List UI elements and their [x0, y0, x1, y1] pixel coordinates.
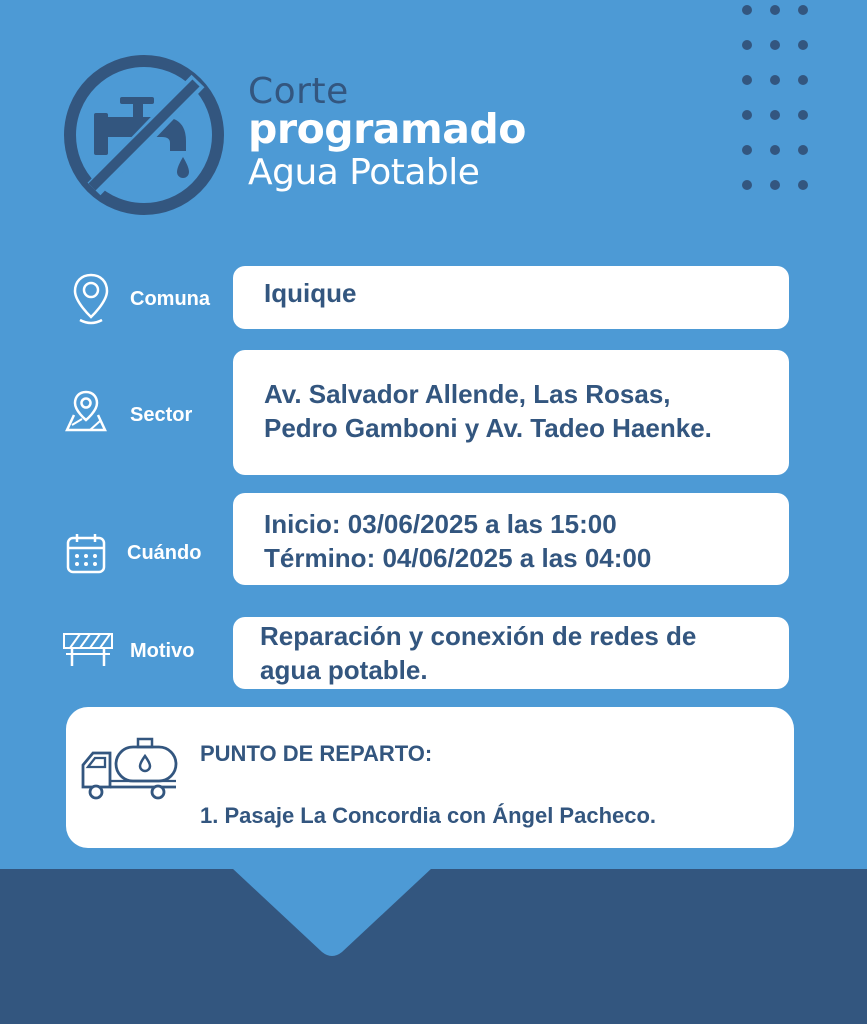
- map-pin-icon: [64, 389, 108, 433]
- reparto-heading: PUNTO DE REPARTO:: [200, 741, 433, 766]
- cuando-inicio: Inicio: 03/06/2025 a las 15:00: [264, 509, 617, 539]
- motivo-line-2: agua potable.: [260, 655, 428, 685]
- reparto-card: [66, 707, 794, 848]
- label-comuna: Comuna: [130, 288, 210, 310]
- bottom-band: [0, 869, 867, 1024]
- cuando-termino: Término: 04/06/2025 a las 04:00: [264, 543, 652, 573]
- reparto-item: 1. Pasaje La Concordia con Ángel Pacheco.: [200, 803, 657, 828]
- card-sector: [233, 350, 789, 475]
- page-title: [248, 72, 526, 194]
- title-agua-potable: Agua Potable: [248, 152, 480, 193]
- calendar-icon: [66, 532, 106, 574]
- label-motivo: Motivo: [130, 640, 195, 662]
- sector-line-2: Pedro Gamboni y Av. Tadeo Haenke.: [264, 413, 712, 443]
- motivo-line-1: Reparación y conexión de redes de: [260, 621, 697, 651]
- road-barrier-icon: [62, 630, 114, 668]
- card-comuna: [233, 266, 789, 329]
- title-programado: programado: [248, 105, 526, 153]
- label-cuando: Cuándo: [127, 542, 202, 564]
- label-sector: Sector: [130, 404, 193, 426]
- comuna-value: Iquique: [264, 278, 357, 308]
- bottom-notch: [232, 868, 432, 960]
- sector-line-1: Av. Salvador Allende, Las Rosas,: [264, 379, 671, 409]
- no-water-faucet-icon: [62, 53, 226, 217]
- water-truck-icon: [80, 735, 180, 801]
- location-pin-icon: [72, 272, 110, 328]
- card-cuando: [233, 493, 789, 585]
- card-motivo: [233, 617, 789, 689]
- title-corte: Corte: [248, 71, 349, 112]
- decorative-dot-grid: [742, 5, 814, 195]
